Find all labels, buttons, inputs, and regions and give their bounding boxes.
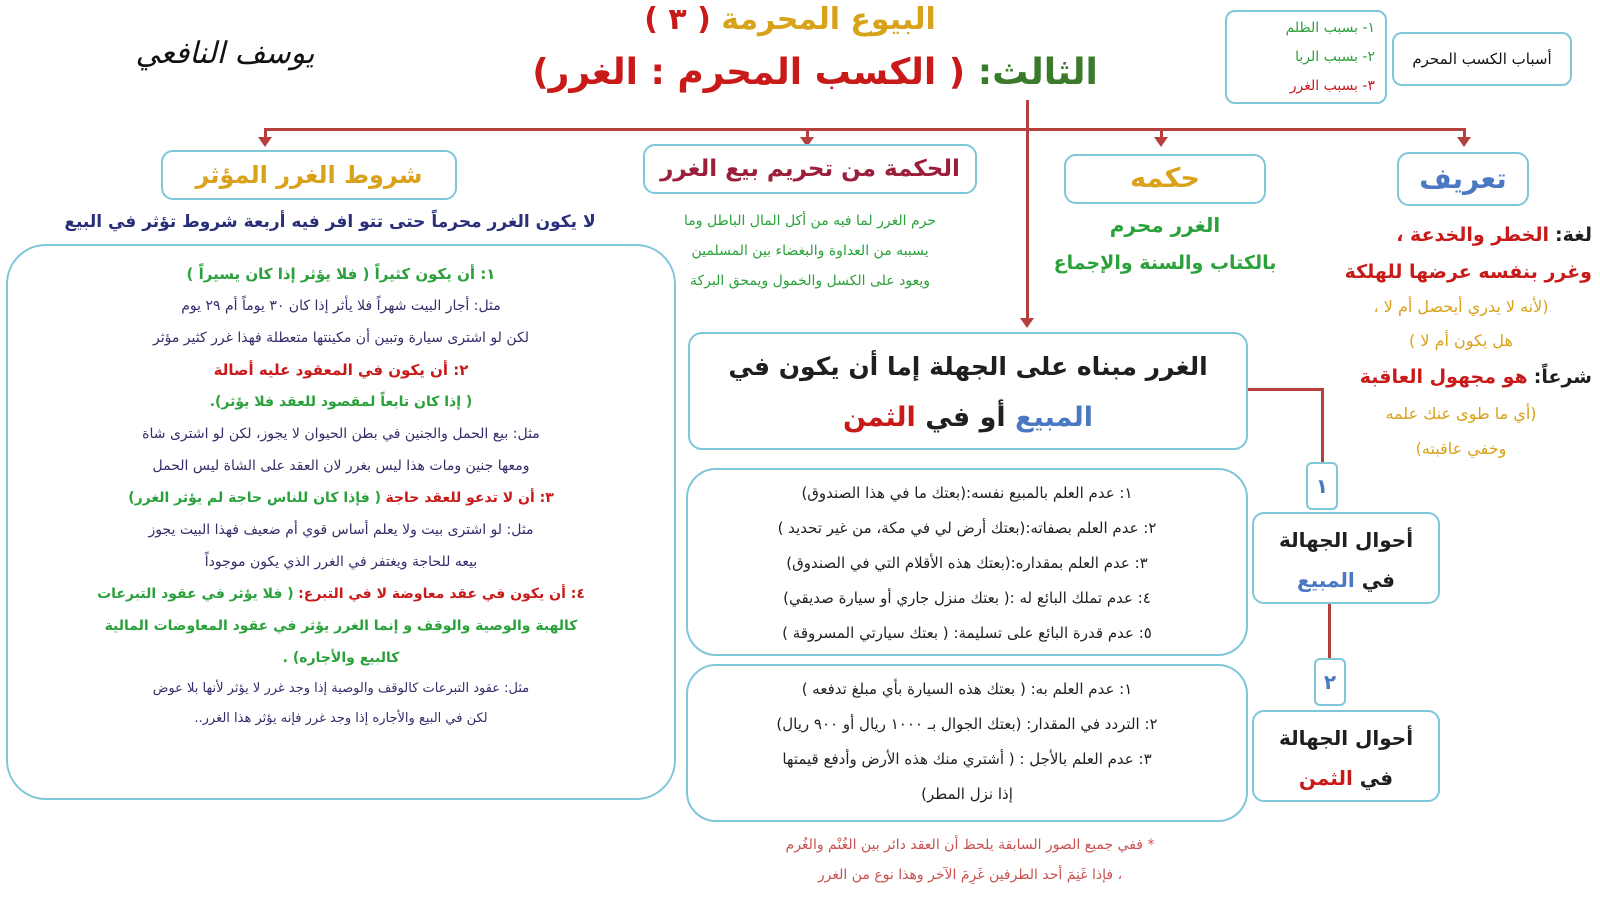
main-statement-sold: المبيع xyxy=(1015,402,1094,433)
arrow-icon xyxy=(258,137,272,147)
arrow-icon xyxy=(1154,137,1168,147)
sold-item-line: ٣: عدم العلم بمقداره:(بعتك هذه الأقلام التي في الصندوق) xyxy=(786,554,1148,572)
price-line: إذا نزل المطر) xyxy=(921,785,1013,803)
ruling-text xyxy=(1052,206,1278,282)
footnote-line2: ، فإذا غَنِمَ أحد الطرفين غَرِمَ الآخر وهذا نوع من الغرر xyxy=(817,867,1123,883)
wisdom-line2: يسببه من العداوة والبغضاء بين المسلمين xyxy=(691,243,929,259)
title-number: ( ٣ ) xyxy=(644,2,711,37)
main-statement-line1: الغرر مبناه على الجهلة إما أن يكون في xyxy=(728,352,1208,381)
condition-line: مثل: عقود التبرعات كالوقف والوصية إذا وجد غرر لا يؤثر لأنها بلا عوض xyxy=(152,681,530,696)
condition-line: ٢: أن يكون في المعقود عليه أصالة xyxy=(213,361,469,379)
subtitle-rest: ( الكسب المحرم : الغرر) xyxy=(532,52,966,93)
arrow-icon xyxy=(1020,318,1034,328)
price-word: الثمن xyxy=(1298,766,1353,790)
condition-line: لكن في البيع والأجاره إذا وجد غرر فإنه يؤثر هذا الغرر.. xyxy=(194,711,488,726)
reasons-label-box xyxy=(1392,32,1572,86)
price-label1: أحوال الجهالة xyxy=(1278,726,1414,750)
footnote xyxy=(690,830,1250,890)
page-subtitle xyxy=(520,52,1110,93)
main-statement-price: الثمن xyxy=(842,402,916,433)
conditions-heading: شروط الغرر المؤثر xyxy=(195,161,423,189)
connector-line xyxy=(1321,388,1324,464)
condition-line: ( إذا كان تابعاً لمقصود للعقد فلا يؤثر). xyxy=(209,394,473,410)
price-line: ٢: التردد في المقدار: (بعتك الجوال بـ ١٠٠٠ ريال أو ٩٠٠ ريال) xyxy=(776,715,1158,733)
price-label-box: أحوال الجهالة في الثمن xyxy=(1252,710,1440,802)
wisdom-line3: ويعود على الكسل والخمول ويمحق البركة xyxy=(690,273,930,289)
sold-item-word: المبيع xyxy=(1296,568,1355,592)
definition-lang-value: الخطر والخدعة ، xyxy=(1396,224,1549,246)
footnote-line1: * ففي جميع الصور السابقة يلحظ أن العقد دائر بين الغُنْم والغُرم xyxy=(785,837,1155,853)
condition-line: ٣: أن لا تدعو للعقد حاجة xyxy=(385,490,554,506)
page-title xyxy=(600,2,980,37)
price-line: ٣: عدم العلم بالأجل : ( أشتري منك هذه الأرض وأدفع قيمتها xyxy=(782,750,1152,768)
sold-item-line: ٢: عدم العلم بصفاته:(بعتك أرض لي في مكة، من غير تحديد ) xyxy=(777,519,1157,537)
condition-line: ٤: أن يكون في عقد معاوضة لا في التبرع: xyxy=(298,586,585,602)
condition-line: ( فلا يؤثر في عقود التبرعات xyxy=(97,586,294,602)
sold-item-line: ١: عدم العلم بالمبيع نفسه:(بعتك ما في هذا الصندوق) xyxy=(801,484,1133,502)
condition-line: كالبيع والأجاره) . xyxy=(282,650,400,666)
conditions-heading-box xyxy=(161,150,457,200)
ruling-line1: الغرر محرم xyxy=(1109,213,1221,237)
sold-item-line: ٥: عدم قدرة البائع على تسليمة: ( بعتك سيارتي المسروقة ) xyxy=(782,624,1152,642)
definition-lang-note2: هل يكون أم لا ) xyxy=(1409,331,1513,350)
price-line: ١: عدم العلم به: ( بعتك هذه السيارة بأي مبلغ تدفعه ) xyxy=(801,680,1133,698)
definition-shar-label: شرعاً: xyxy=(1533,366,1592,388)
condition-line: ١: أن يكون كثيراً ( فلا يؤثر إذا كان يسيراً ) xyxy=(186,265,496,283)
definition-heading: تعريف xyxy=(1419,162,1507,195)
condition-line: مثل: لو اشترى بيت ولا يعلم أساس قوي أم ضعيف فهذا البيت يجوز xyxy=(148,522,534,538)
reason-item: ٣- بسبب الغرر xyxy=(1289,78,1375,94)
wisdom-text xyxy=(640,206,980,296)
wisdom-line1: حرم الغرر لما فيه من أكل المال الباطل وما xyxy=(683,213,936,229)
main-statement-or: أو في xyxy=(925,402,1006,433)
definition-shar-value: هو مجهول العاقبة xyxy=(1359,366,1528,388)
condition-line: بيعه للحاجة ويغتفر في الغرر الذي يكون موجوداً xyxy=(204,554,478,570)
sold-item-label1: أحوال الجهالة xyxy=(1278,528,1414,552)
ruling-heading: حكمه xyxy=(1130,163,1200,194)
condition-line: كالهبة والوصية والوقف و إنما الغرر يؤثر في عقود المعاوضات المالية xyxy=(104,618,578,634)
connector-line xyxy=(1248,388,1324,391)
connector-line xyxy=(1328,604,1331,660)
sold-item-label-box: أحوال الجهالة في المبيع xyxy=(1252,512,1440,604)
badge-1: ١ xyxy=(1306,462,1338,510)
definition-lang-note1: (لأنه لا يدري أيحصل أم لا ، xyxy=(1373,297,1549,316)
condition-line: لكن لو اشترى سيارة وتبين أن مكينتها متعطلة فهذا غرر كثير مؤثر xyxy=(153,330,529,346)
reason-item: ١- بسبب الظلم xyxy=(1285,20,1375,36)
definition-shar-note1: (أي ما طوى عنك علمه xyxy=(1385,404,1537,423)
condition-line: مثل: بيع الحمل والجنين في بطن الحيوان لا يجوز، لكن لو اشترى شاة xyxy=(142,426,540,442)
main-statement-box xyxy=(688,332,1248,450)
price-box xyxy=(686,664,1248,822)
signature: يوسف النافعي xyxy=(135,36,315,71)
condition-line: ومعها جنين ومات هذا ليس بغرر لان العقد على الشاة ليس الحمل xyxy=(152,458,530,474)
conditions-box xyxy=(6,244,676,800)
reason-item: ٢- بسبب الربا xyxy=(1295,49,1375,65)
reasons-list xyxy=(1225,10,1387,104)
sold-item-box xyxy=(686,468,1248,656)
subtitle-prefix: الثالث: xyxy=(977,52,1098,93)
conditions-intro: لا يكون الغرر محرماً حتى تتو افر فيه أربعة شروط تؤثر في البيع xyxy=(64,212,596,232)
connector-line xyxy=(264,128,1466,131)
definition-lang-line2: وغرر بنفسه عرضها للهلكة xyxy=(1344,261,1592,283)
wisdom-heading-box xyxy=(643,144,977,194)
definition-lang-label: لغة: xyxy=(1555,224,1592,246)
ruling-heading-box xyxy=(1064,154,1266,204)
sold-item-line: ٤: عدم تملك البائع له :( بعتك منزل جاري أو سيارة صديقي) xyxy=(783,589,1151,607)
badge-2: ٢ xyxy=(1314,658,1346,706)
definition-heading-box xyxy=(1397,152,1529,206)
ruling-line2: بالكتاب والسنة والإجماع xyxy=(1053,252,1277,274)
condition-line: ( فإذا كان للناس حاجة لم يؤثر الغرر) xyxy=(128,490,382,506)
definition-text xyxy=(1330,216,1592,466)
reasons-label: أسباب الكسب المحرم xyxy=(1412,50,1552,68)
wisdom-heading: الحكمة من تحريم بيع الغرر xyxy=(660,156,960,182)
connector-line xyxy=(1026,100,1029,320)
condition-line: مثل: أجار البيت شهراً فلا يأثر إذا كان ٣٠ يوماً أم ٢٩ يوم xyxy=(181,298,501,314)
definition-shar-note2: وخفي عاقبته) xyxy=(1415,439,1507,458)
arrow-icon xyxy=(1457,137,1471,147)
title-main: البيوع المحرمة xyxy=(721,2,936,37)
